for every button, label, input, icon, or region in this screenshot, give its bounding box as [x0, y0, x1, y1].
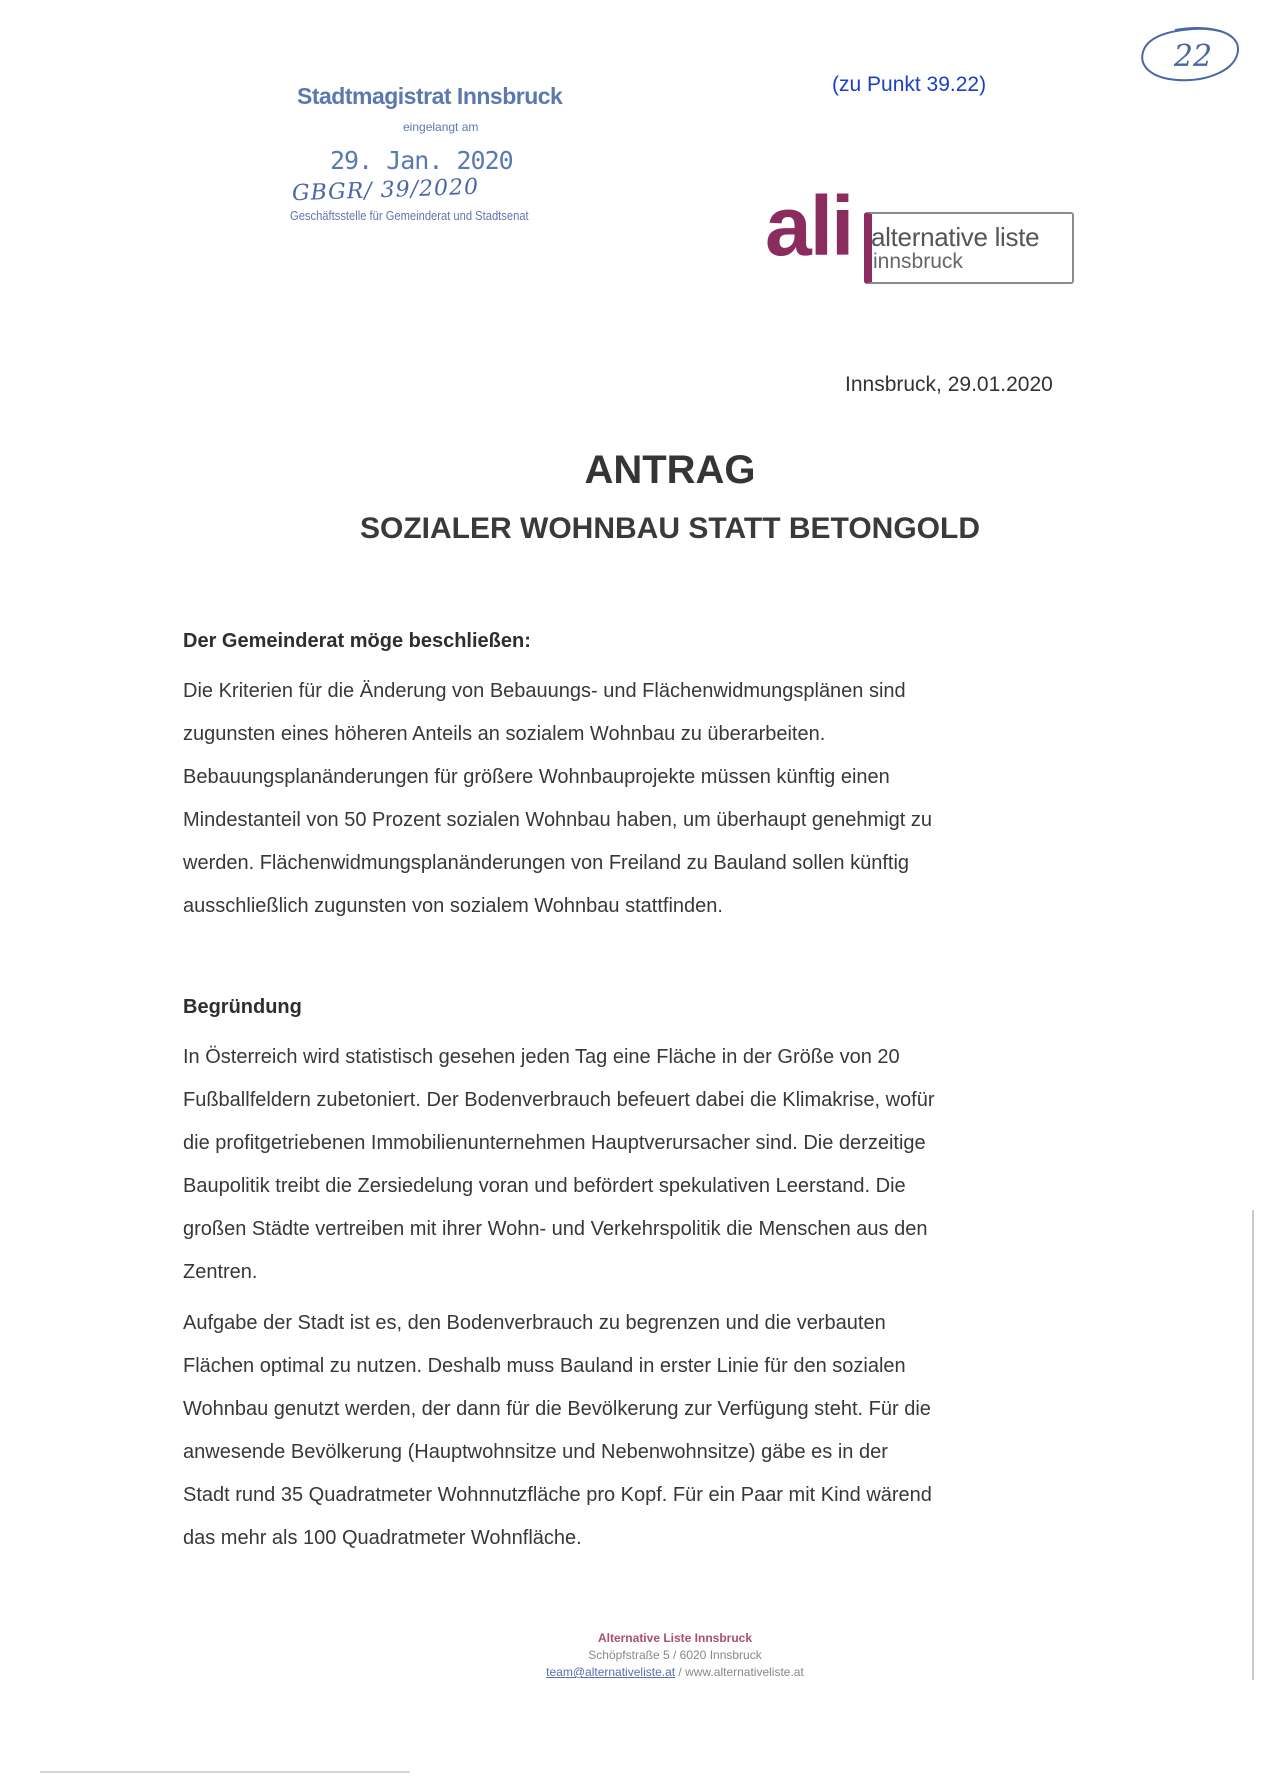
stamp-date: 29. Jan. 2020	[330, 146, 513, 175]
justification-title: Begründung	[183, 996, 302, 1018]
document-heading: ANTRAG	[584, 448, 756, 492]
justification-line: Zentren.	[183, 1261, 258, 1283]
justification-line: Baupolitik treibt die Zersiedelung voran und befördert spekulativen Leerstand. Die	[183, 1175, 906, 1197]
justification-line: Wohnbau genutzt werden, der dann für die Bevölkerung zur Verfügung steht. Für die	[183, 1398, 931, 1420]
justification-line: Fußballfeldern zubetoniert. Der Bodenverbrauch befeuert dabei die Klimakrise, wofür	[183, 1089, 935, 1111]
stamp-received-label: eingelangt am	[403, 120, 479, 134]
justification-line: das mehr als 100 Quadratmeter Wohnfläche.	[183, 1527, 582, 1549]
receipt-stamp	[270, 80, 600, 240]
footer-email-link[interactable]: team@alternativeliste.at	[546, 1665, 676, 1679]
stamp-office: Geschäftsstelle für Gemeinderat und Stadtsenat	[290, 208, 529, 223]
letterhead-footer	[400, 1630, 950, 1681]
justification-line: anwesende Bevölkerung (Hauptwohnsitze und Nebenwohnsitze) gäbe es in der	[183, 1441, 888, 1463]
resolution-line: werden. Flächenwidmungsplanänderungen von Freiland zu Bauland sollen künftig	[183, 852, 910, 874]
resolution-line: Bebauungsplanänderungen für größere Wohnbauprojekte müssen künftig einen	[183, 766, 890, 788]
party-logo	[765, 179, 1085, 290]
resolution-title: Der Gemeinderat möge beschließen:	[183, 630, 531, 652]
reference-note: (zu Punkt 39.22)	[832, 73, 987, 96]
place-date: Innsbruck, 29.01.2020	[845, 373, 1053, 396]
page-number-mark	[1135, 22, 1245, 97]
resolution-line: zugunsten eines höheren Anteils an sozialem Wohnbau zu überarbeiten.	[183, 723, 826, 745]
justification-line: Stadt rund 35 Quadratmeter Wohnnutzfläche pro Kopf. Für ein Paar mit Kind wärend	[183, 1484, 932, 1506]
resolution-line: Mindestanteil von 50 Prozent sozialen Wohnbau haben, um überhaupt genehmigt zu	[183, 809, 933, 831]
handwritten-circle-icon	[1135, 22, 1245, 97]
resolution-line: ausschließlich zugunsten von sozialem Wohnbau stattfinden.	[183, 895, 723, 917]
stamp-title: Stadtmagistrat Innsbruck	[297, 83, 563, 109]
footer-contact	[400, 1664, 950, 1681]
scan-edge-shadow	[40, 1771, 410, 1773]
page-number: 22	[1173, 39, 1213, 74]
document-subheading: SOZIALER WOHNBAU STATT BETONGOLD	[360, 512, 980, 545]
justification-line: Aufgabe der Stadt ist es, den Bodenverbrauch zu begrenzen und die verbauten	[183, 1312, 886, 1334]
stamp-file-number: GBGR/ 39/2020	[291, 174, 480, 207]
scan-edge-shadow	[1252, 1210, 1254, 1680]
logo-line-2: innsbruck	[873, 250, 963, 273]
justification-line: die profitgetriebenen Immobilienunternehmen Hauptverursacher sind. Die derzeitige	[183, 1132, 926, 1154]
justification-line: Flächen optimal zu nutzen. Deshalb muss Bauland in erster Linie für den sozialen	[183, 1355, 906, 1377]
footer-website[interactable]: www.alternativeliste.at	[685, 1665, 804, 1679]
footer-address: Schöpfstraße 5 / 6020 Innsbruck	[588, 1648, 762, 1662]
footer-separator: /	[675, 1665, 686, 1679]
logo-line-1: alternative liste	[871, 222, 1040, 252]
justification-line: großen Städte vertreiben mit ihrer Wohn- und Verkehrspolitik die Menschen aus den	[183, 1218, 928, 1240]
justification-line: In Österreich wird statistisch gesehen jeden Tag eine Fläche in der Größe von 20	[183, 1046, 900, 1068]
logo-mark: ali	[765, 179, 853, 273]
footer-organisation: Alternative Liste Innsbruck	[597, 1631, 753, 1645]
resolution-line: Die Kriterien für die Änderung von Bebauungs- und Flächenwidmungsplänen sind	[183, 680, 906, 702]
